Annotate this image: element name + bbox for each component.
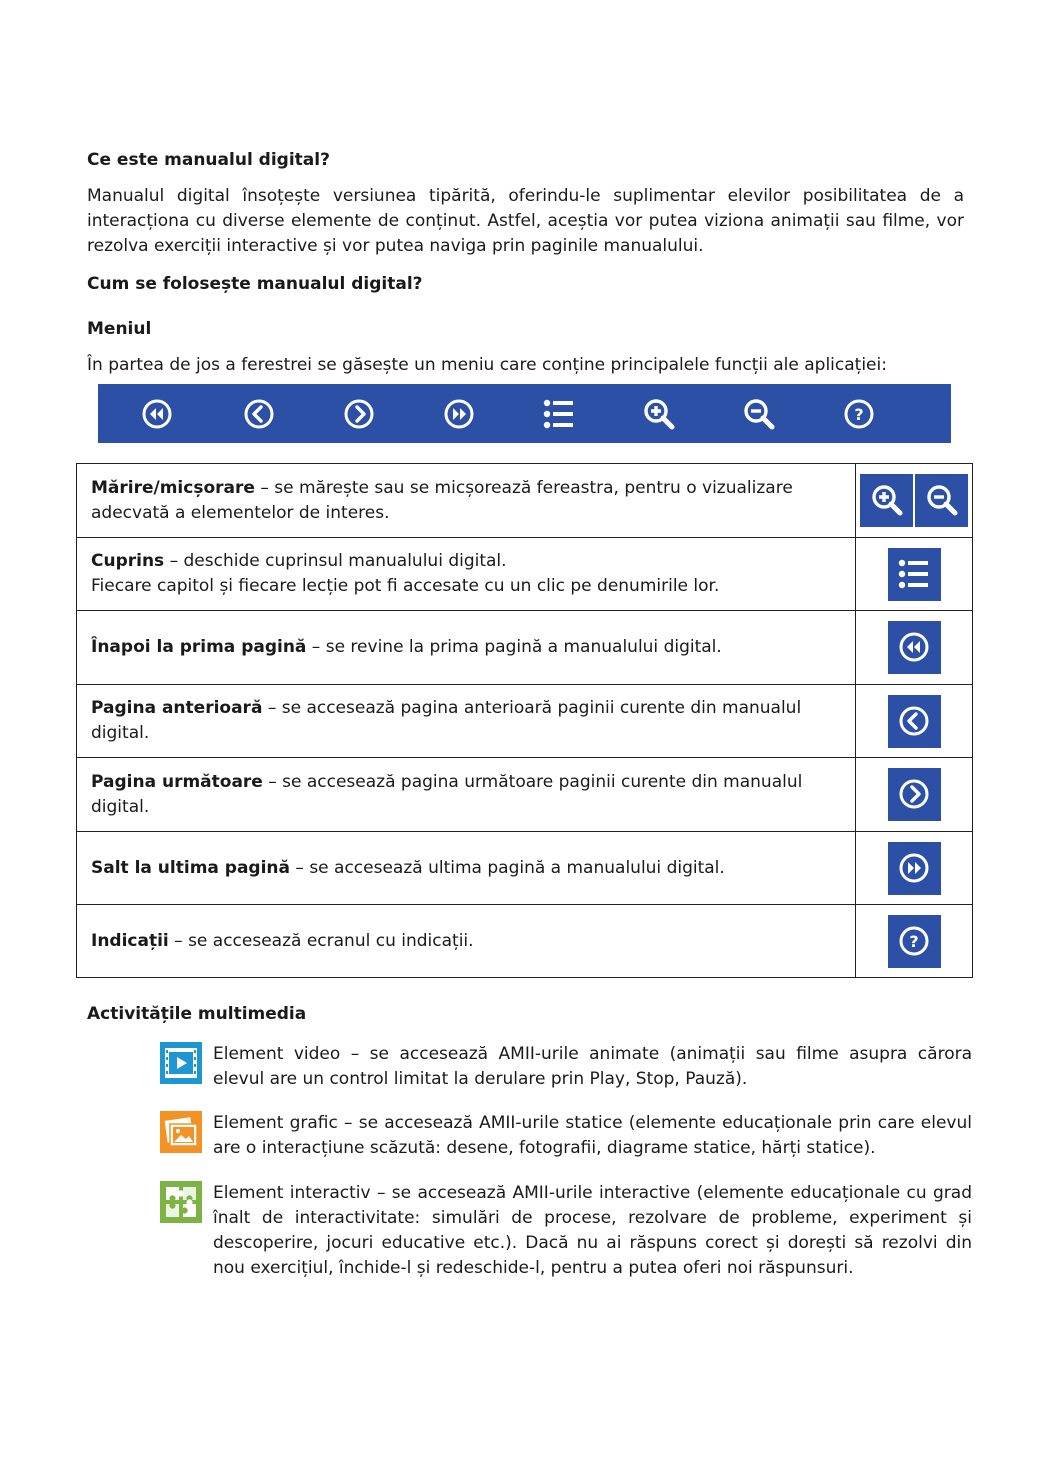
svg-text:?: ?	[854, 405, 864, 424]
zoom-out-button[interactable]	[915, 474, 968, 527]
row-icon-cell	[856, 611, 973, 685]
zoom-out-icon	[926, 484, 958, 516]
row-term: Pagina anterioară	[91, 698, 263, 718]
heading-what-is: Ce este manualul digital?	[87, 150, 330, 170]
zoom-in-icon	[871, 484, 903, 516]
row-term: Cuprins	[91, 551, 165, 571]
graphic-element-description: Element grafic – se accesează AMII-urile statice (elemente educaționale prin care elevul are o interacțiune scăzută: desene, fotografii, diagrame statice, hărți statice).	[213, 1113, 972, 1158]
first-page-button[interactable]	[888, 621, 941, 674]
row-desc: – deschide cuprinsul manualului digital.	[164, 551, 507, 571]
next-page-button[interactable]	[888, 768, 941, 821]
first-page-icon[interactable]	[141, 398, 173, 430]
table-row	[77, 611, 973, 685]
row-icon-cell	[856, 538, 973, 611]
table-row	[77, 905, 973, 978]
heading-multimedia: Activitățile multimedia	[87, 1004, 307, 1024]
menu-intro: În partea de jos a ferestrei se găsește un meniu care conține principalele funcții ale aplicației:	[87, 355, 887, 375]
table-row	[77, 538, 973, 611]
row-description	[77, 538, 856, 611]
last-page-icon	[898, 852, 930, 884]
heading-how-to-use: Cum se folosește manualul digital?	[87, 274, 423, 294]
intro-paragraph: Manualul digital însoțește versiunea tipărită, oferindu-le suplimentar elevilor posibilitatea de a interacționa cu diverse elemente de conținut. Astfel, aceștia vor putea viziona animații sau filme, vor rezolva exerciții interactive și vor putea naviga prin paginile manualului.	[87, 186, 964, 256]
row-desc: – se accesează pagina următoare paginii curente din manualul digital.	[91, 771, 803, 817]
row-description	[77, 832, 856, 905]
previous-page-icon[interactable]	[243, 398, 275, 430]
row-desc: – se accesează pagina anterioară paginii curente din manualul digital.	[91, 698, 802, 743]
row-term: Indicații	[91, 930, 169, 951]
row-term: Înapoi la prima pagină	[91, 637, 307, 657]
row-icon-cell	[856, 832, 973, 905]
row-description	[77, 758, 856, 832]
table-of-contents-button[interactable]	[888, 548, 941, 601]
row-icon-cell	[856, 464, 973, 538]
table-row	[77, 758, 973, 832]
row-description	[77, 464, 856, 538]
next-page-icon[interactable]	[343, 398, 375, 430]
help-icon	[898, 925, 930, 957]
row-icon-cell	[856, 905, 973, 978]
row-desc: – se revine la prima pagină a manualului digital.	[306, 637, 722, 657]
row-desc: – se mărește sau se micșorează fereastra, pentru o vizualizare adecvată a elementelor de interes.	[91, 477, 793, 523]
zoom-in-icon[interactable]	[643, 398, 675, 430]
last-page-icon[interactable]	[443, 398, 475, 430]
svg-text:?: ?	[909, 931, 919, 951]
row-description	[77, 905, 856, 978]
interactive-element-icon[interactable]	[160, 1181, 202, 1223]
graphic-element-icon[interactable]	[160, 1111, 202, 1153]
row-icon-cell	[856, 685, 973, 758]
row-desc: – se accesează ecranul cu indicații.	[168, 930, 474, 951]
row-desc: – se accesează ultima pagină a manualului digital.	[290, 857, 725, 878]
table-of-contents-icon	[898, 558, 930, 590]
row-term: Mărire/micșorare	[91, 477, 255, 498]
table-of-contents-icon[interactable]	[543, 398, 575, 430]
video-element-icon[interactable]	[160, 1042, 202, 1084]
row-term: Pagina următoare	[91, 771, 263, 792]
next-page-icon	[898, 778, 930, 810]
row-icon-cell	[856, 758, 973, 832]
previous-page-icon	[898, 705, 930, 737]
row-description	[77, 685, 856, 758]
table-row	[77, 832, 973, 905]
help-icon[interactable]	[843, 398, 875, 430]
zoom-in-button[interactable]	[860, 474, 913, 527]
row-term: Salt la ultima pagină	[91, 857, 291, 878]
heading-menu: Meniul	[87, 319, 152, 339]
interactive-element-description: Element interactiv – se accesează AMII-urile interactive (elemente educaționale cu grad înalt de interactivitate: simulări de procese, rezolvare de probleme, experiment și descoperire, jocuri educative etc.). Dacă nu ai răspuns corect și dorești să rezolvi din nou exercițiul, închide-l și redeschide-l, pentru a putea oferi noi răspunsuri.	[213, 1183, 972, 1278]
table-row	[77, 464, 973, 538]
menu-bar	[98, 384, 951, 443]
table-row	[77, 685, 973, 758]
row-desc-2: Fiecare capitol și fiecare lecție pot fi accesate cu un clic pe denumirile lor.	[91, 576, 720, 596]
function-table	[76, 463, 973, 978]
first-page-icon	[898, 631, 930, 663]
previous-page-button[interactable]	[888, 695, 941, 748]
last-page-button[interactable]	[888, 842, 941, 895]
help-button[interactable]	[888, 915, 941, 968]
row-description	[77, 611, 856, 685]
zoom-out-icon[interactable]	[743, 398, 775, 430]
video-element-description: Element video – se accesează AMII-urile animate (animații sau filme asupra cărora elevul are un control limitat la derulare prin Play, Stop, Pauză).	[213, 1044, 972, 1089]
